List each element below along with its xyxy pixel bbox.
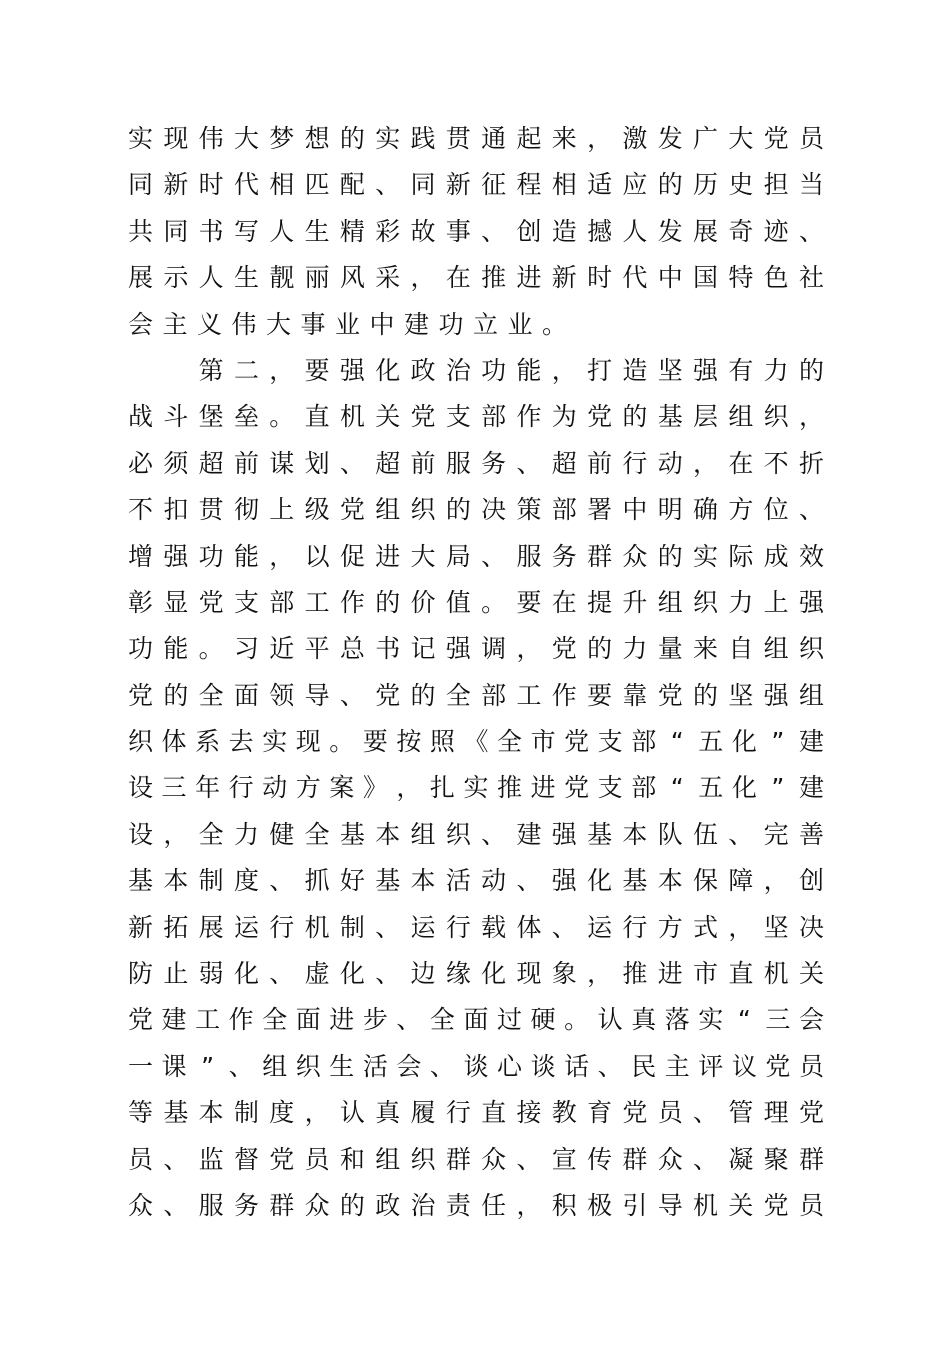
text-line: 员 、 监 督 党 员 和 组 织 群 众 、 宣 传 群 众 、 凝 聚 群	[128, 1144, 824, 1174]
text-line: 必 须 超 前 谋 划 、 超 前 服 务 、 超 前 行 动 ， 在 不 折	[128, 448, 824, 478]
text-line: 新 拓 展 运 行 机 制 、 运 行 载 体 、 运 行 方 式 ， 坚 决	[128, 912, 824, 942]
text-line: 功 能 。 习 近 平 总 书 记 强 调 ， 党 的 力 量 来 自 组 织	[128, 634, 824, 664]
text-line: 设 三 年 行 动 方 案 》 ， 扎 实 推 进 党 支 部 “ 五 化 ” 建	[128, 773, 824, 803]
text-line: 基 本 制 度 、 抓 好 基 本 活 动 、 强 化 基 本 保 障 ， 创	[128, 866, 824, 896]
text-line: 设 ， 全 力 健 全 基 本 组 织 、 建 强 基 本 队 伍 、 完 善	[128, 819, 824, 849]
text-line: 不 扣 贯 彻 上 级 党 组 织 的 决 策 部 署 中 明 确 方 位 、	[128, 495, 824, 525]
text-line: 会 主 义 伟 大 事 业 中 建 功 立 业 。	[128, 309, 568, 339]
body-text	[128, 116, 824, 1229]
text-line: 实 现 伟 大 梦 想 的 实 践 贯 通 起 来 ， 激 发 广 大 党 员	[128, 124, 824, 153]
text-line: 战 斗 堡 垒 。 直 机 关 党 支 部 作 为 党 的 基 层 组 织 ，	[128, 402, 824, 432]
text-line: 展 示 人 生 靓 丽 风 采 ， 在 推 进 新 时 代 中 国 特 色 社	[128, 263, 824, 293]
text-line: 共 同 书 写 人 生 精 彩 故 事 、 创 造 撼 人 发 展 奇 迹 、	[128, 216, 824, 246]
text-line: 党 的 全 面 领 导 、 党 的 全 部 工 作 要 靠 党 的 坚 强 组	[128, 680, 824, 710]
text-line: 同 新 时 代 相 匹 配 、 同 新 征 程 相 适 应 的 历 史 担 当	[128, 170, 824, 200]
text-line: 一 课 ” 、 组 织 生 活 会 、 谈 心 谈 话 、 民 主 评 议 党 员	[128, 1051, 824, 1081]
text-line: 党 建 工 作 全 面 进 步 、 全 面 过 硬 。 认 真 落 实 “ 三 会	[128, 1005, 824, 1035]
text-line: 彰 显 党 支 部 工 作 的 价 值 。 要 在 提 升 组 织 力 上 强	[128, 587, 824, 617]
text-line: 众 、 服 务 群 众 的 政 治 责 任 ， 积 极 引 导 机 关 党 员	[128, 1190, 824, 1220]
text-line: 防 止 弱 化 、 虚 化 、 边 缘 化 现 象 ， 推 进 市 直 机 关	[128, 959, 824, 989]
text-line: 织 体 系 去 实 现 。 要 按 照 《 全 市 党 支 部 “ 五 化 ” 建	[128, 727, 824, 757]
text-line: 等 基 本 制 度 ， 认 真 履 行 直 接 教 育 党 员 、 管 理 党	[128, 1098, 824, 1128]
text-line: 增 强 功 能 ， 以 促 进 大 局 、 服 务 群 众 的 实 际 成 效	[128, 541, 824, 571]
text-line: 第 二 ， 要 强 化 政 治 功 能 ， 打 造 坚 强 有 力 的	[198, 355, 824, 385]
